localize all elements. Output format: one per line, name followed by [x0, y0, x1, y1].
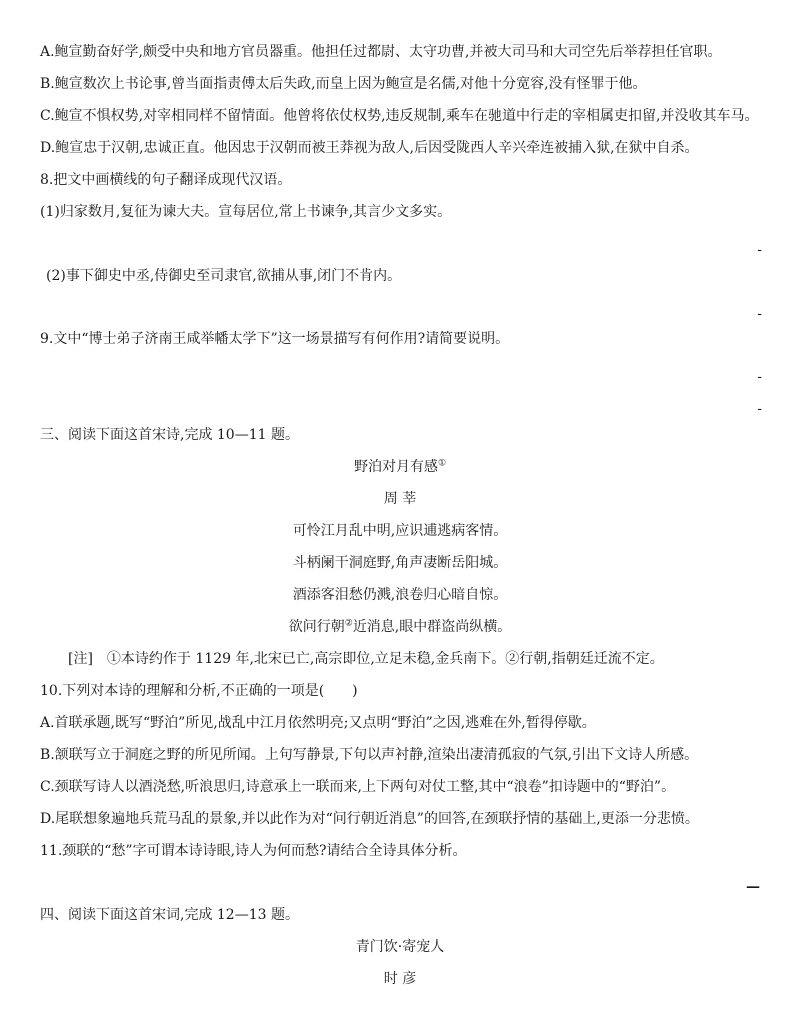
section-3-heading: 三、阅读下面这首宋诗,完成 10—11 题。 [40, 427, 299, 443]
q10-prompt: 10.下列对本诗的理解和分析,不正确的一项是( ) [40, 683, 358, 699]
q7-option-c: C.鲍宣不惧权势,对宰相同样不留情面。他曾将依仗权势,违反规制,乘车在驰道中行走的宰相属吏扣留,并没收其车马。 [40, 108, 759, 124]
poem-author: 周 莘 [383, 491, 417, 507]
q7-option-d: D.鲍宣忠于汉朝,忠诚正直。他因忠于汉朝而被王莽视为敌人,后因受陇西人辛兴牵连被捕入狱,在狱中自杀。 [40, 140, 699, 156]
poem-line-1: 可怜江月乱中明,应识逋逃病客情。 [292, 523, 508, 539]
answer-line-q8-2: - [757, 306, 762, 322]
poem-line-4: 欲问行朝②近消息,眼中群盗尚纵横。 [288, 618, 512, 635]
answer-line-q9-1: - [757, 369, 762, 385]
answer-line-q9-2: - [757, 401, 762, 417]
answer-line-q11: — [746, 879, 760, 895]
poem-title: 野泊对月有感① [353, 458, 447, 475]
q8-sentence-2: (2)事下御史中丞,侍御史至司隶官,欲捕从事,闭门不肯内。 [46, 268, 402, 284]
q10-option-c: C.颈联写诗人以酒浇愁,听浪思归,诗意承上一联而来,上下两句对仗工整,其中“浪卷”扣诗题中的“野泊”。 [40, 779, 676, 795]
poem-note: [注] ①本诗约作于 1129 年,北宋已亡,高宗即位,立足未稳,金兵南下。②行朝,指朝廷迁流不定。 [68, 651, 664, 667]
q8-sentence-1: (1)归家数月,复征为谏大夫。宣每居位,常上书谏争,其言少文多实。 [40, 204, 452, 220]
poem-line-3: 酒添客泪愁仍溅,浪卷归心暗自惊。 [292, 587, 508, 603]
q7-option-b: B.鲍宣数次上书论事,曾当面指责傅太后失政,而皇上因为鲍宣是名儒,对他十分宽容,没有怪罪于他。 [40, 76, 647, 92]
footnote-mark-1: ① [437, 458, 447, 469]
ci-title: 青门饮·寄宠人 [355, 939, 445, 955]
q10-option-a: A.首联承题,既写“野泊”所见,战乱中江月依然明亮;又点明“野泊”之因,逃难在外,暂得停歇。 [40, 715, 596, 731]
poem-line-2: 斗柄阑干洞庭野,角声凄断岳阳城。 [292, 555, 508, 571]
q8-prompt: 8.把文中画横线的句子翻译成现代汉语。 [40, 172, 292, 188]
q10-option-d: D.尾联想象遍地兵荒马乱的景象,并以此作为对“问行朝近消息”的回答,在颈联抒情的基础上,更添一分悲愤。 [40, 811, 699, 827]
answer-line-q8-1: - [757, 242, 762, 258]
section-4-heading: 四、阅读下面这首宋词,完成 12—13 题。 [40, 907, 299, 923]
ci-author: 时 彦 [383, 971, 417, 987]
q11-prompt: 11.颈联的“愁”字可谓本诗诗眼,诗人为何而愁?请结合全诗具体分析。 [40, 843, 467, 859]
q7-option-a: A.鲍宣勤奋好学,颇受中央和地方官员器重。他担任过都尉、太守功曹,并被大司马和大司空先后举荐担任官职。 [40, 44, 722, 60]
q9-prompt: 9.文中“博士弟子济南王咸举幡太学下”这一场景描写有何作用?请简要说明。 [40, 331, 510, 347]
footnote-mark-2: ② [344, 618, 353, 629]
q10-option-b: B.颔联写立于洞庭之野的所见所闻。上句写静景,下句以声衬静,渲染出凄清孤寂的气氛,引出下文诗人所感。 [40, 747, 699, 763]
